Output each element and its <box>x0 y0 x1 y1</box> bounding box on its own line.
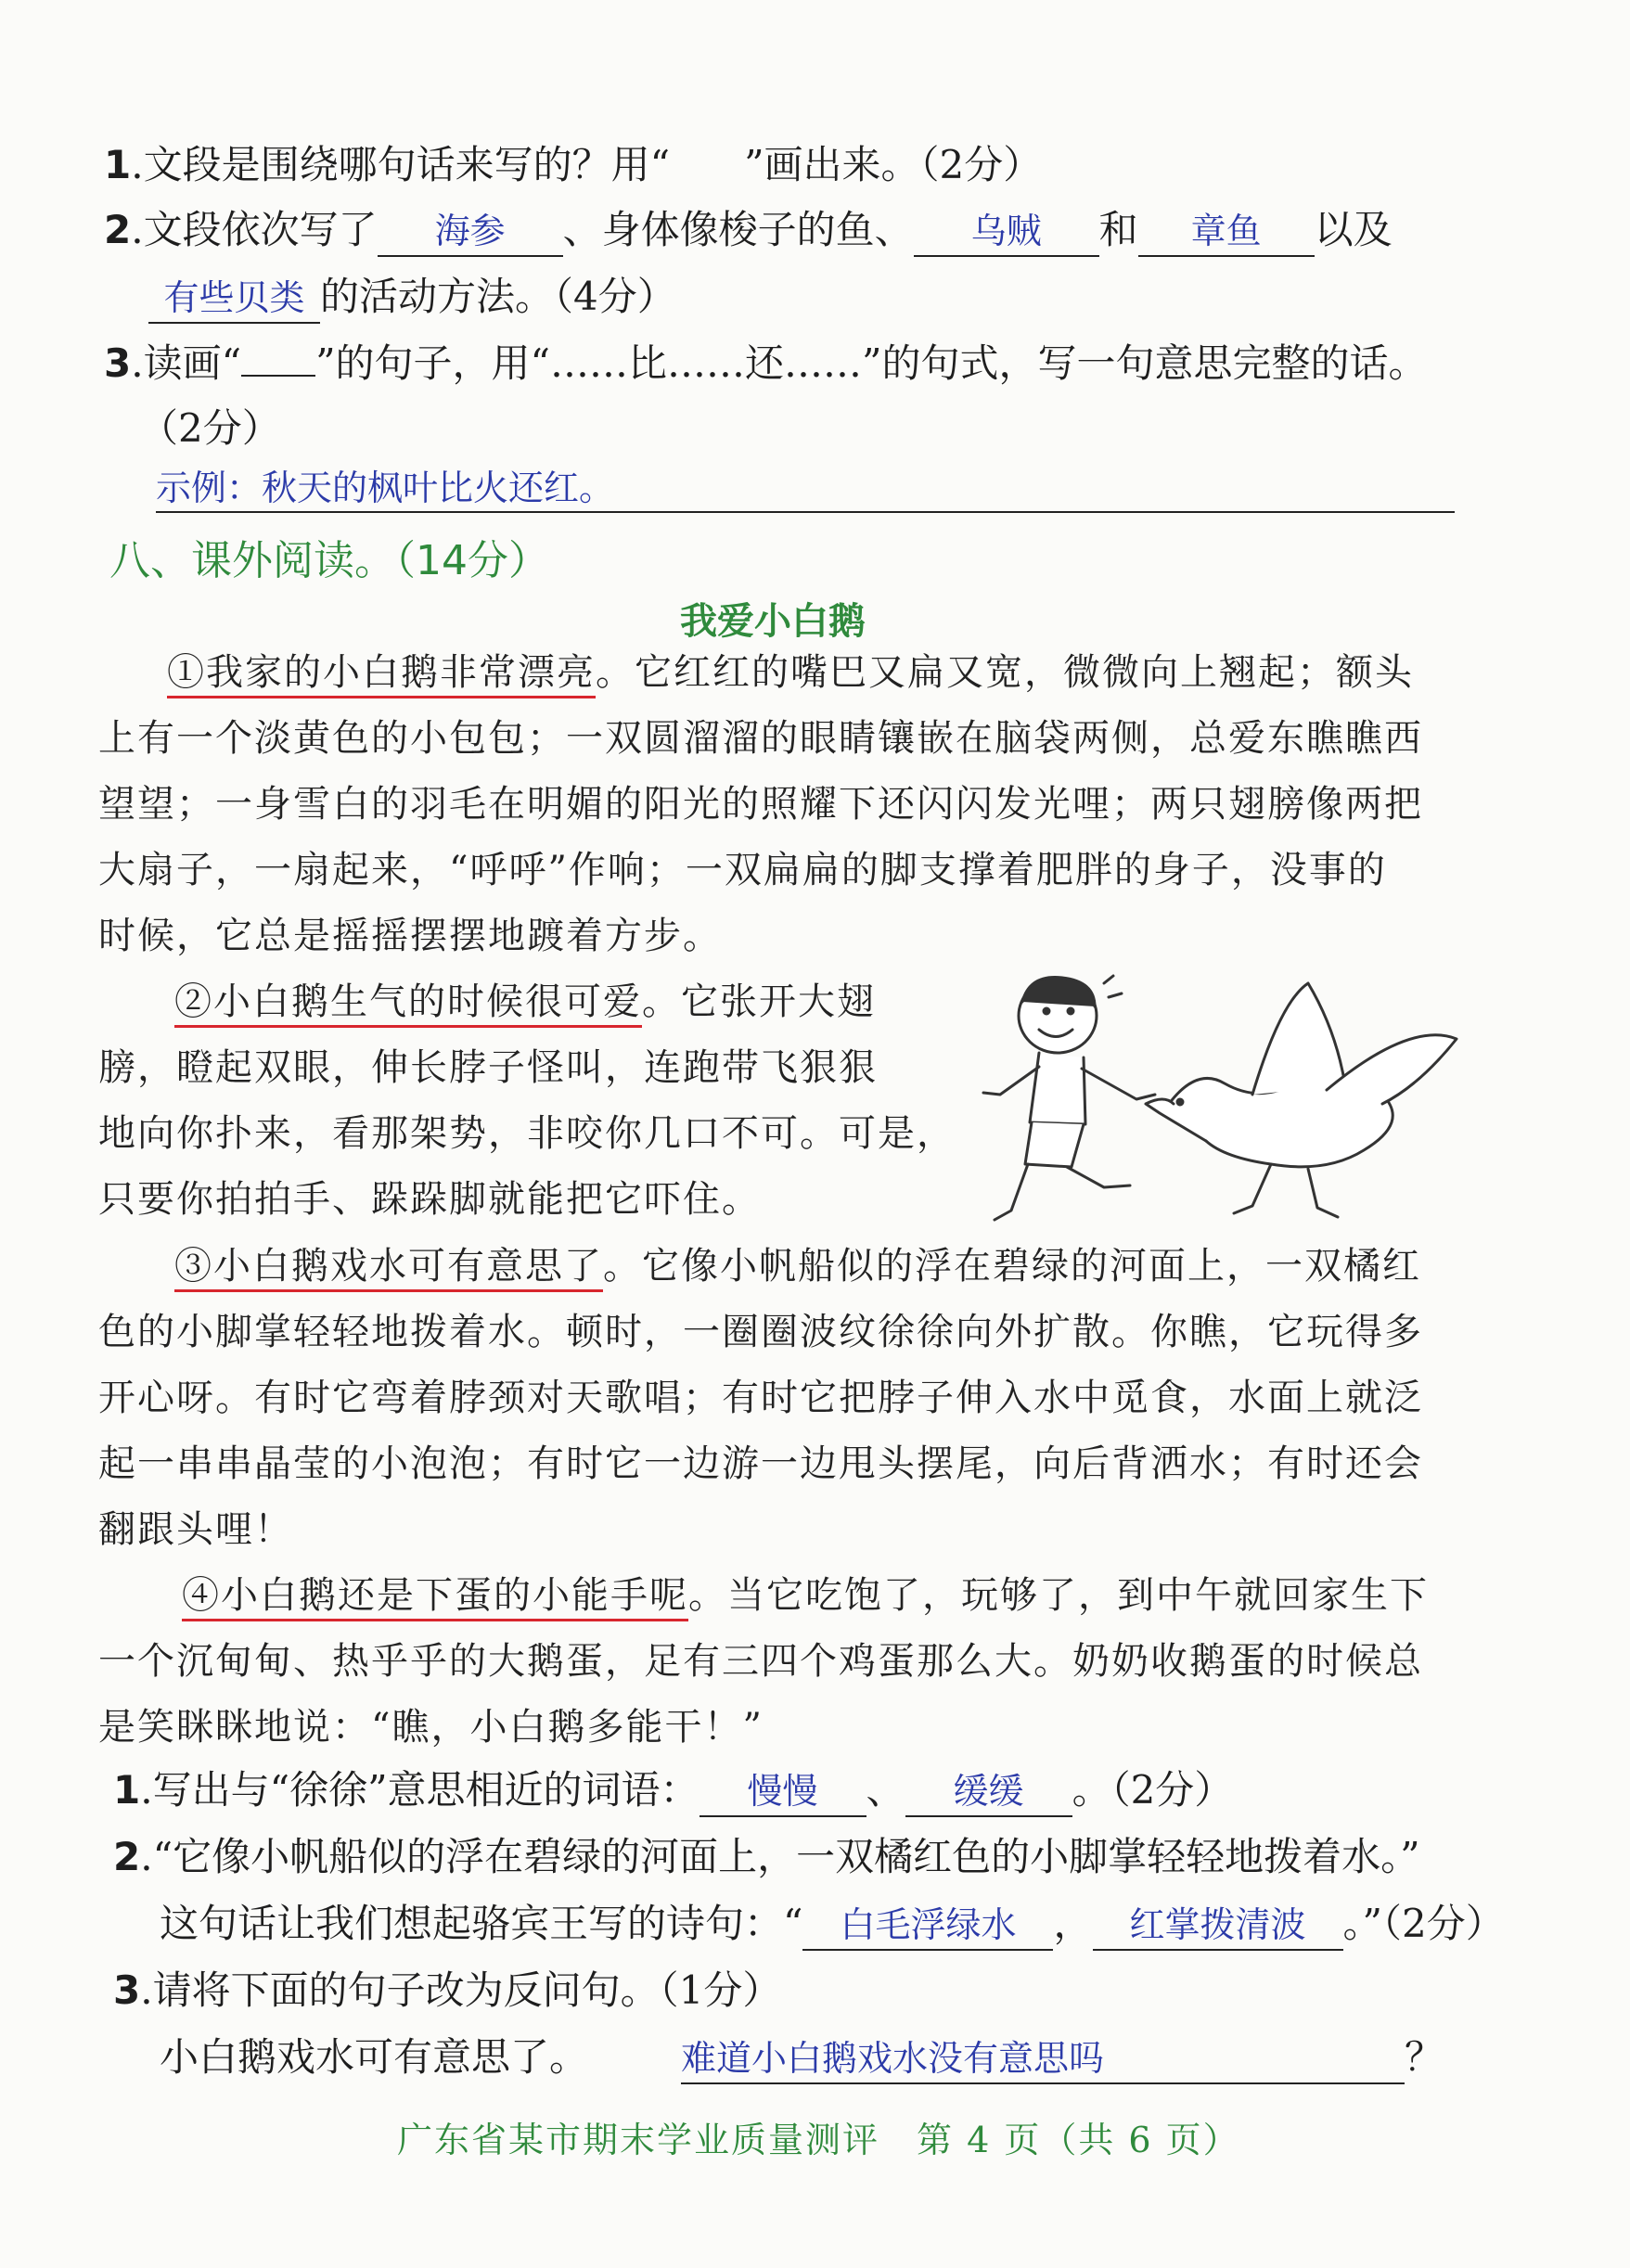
s8-q3-answer-line: 小白鹅戏水可有意思了。 难道小白鹅戏水没有意思吗 ？ <box>160 2030 1444 2085</box>
p1-line1: ①我家的小白鹅非常漂亮。它红红的嘴巴又扁又宽，微微向上翘起；额头 <box>167 640 1414 706</box>
passage-title: 我爱小白鹅 <box>680 600 866 643</box>
answer-zhangyu: 章鱼 <box>1190 211 1262 251</box>
key-sentence-1: ①我家的小白鹅非常漂亮 <box>167 651 596 698</box>
s8-q2-line2: 这句话让我们想起骆宾王写的诗句：“ 白毛浮绿水 ， 红掌拨清波 。”（2分） <box>160 1896 1505 1952</box>
answer-wuzei: 乌贼 <box>970 211 1042 251</box>
p2-line2: 膀，瞪起双眼，伸长脖子怪叫，连跑带飞狠狠 <box>98 1046 878 1089</box>
p1-line4: 大扇子，一扇起来，“呼呼”作响；一双扁扁的脚支撑着肥胖的身子，没事的 <box>98 849 1387 891</box>
answer-beilei: 有些贝类 <box>163 277 305 318</box>
p3-line1: ③小白鹅戏水可有意思了。它像小帆船似的浮在碧绿的河面上，一双橘红 <box>174 1234 1421 1300</box>
p3-line5: 翻跟头哩！ <box>98 1508 293 1551</box>
p3-line4: 起一串串晶莹的小泡泡；有时它一边游一边甩头摆尾，向后背洒水；有时还会 <box>98 1442 1423 1485</box>
key-sentence-2: ②小白鹅生气的时候很可爱 <box>174 980 642 1028</box>
s8-q3: 3.请将下面的句子改为反问句。（1分） <box>113 1967 782 2013</box>
q7-1: 1.文段是围绕哪句话来写的？用“ ”画出来。（2分） <box>104 142 1043 187</box>
p4-line2: 一个沉甸甸、热乎乎的大鹅蛋，足有三四个鸡蛋那么大。奶奶收鹅蛋的时候总 <box>98 1640 1423 1683</box>
p3-line3: 开心呀。有时它弯着脖颈对天歌唱；有时它把脖子伸入水中觅食，水面上就泛 <box>98 1377 1423 1419</box>
p2-line4: 只要你拍拍手、跺跺脚就能把它吓住。 <box>98 1178 761 1221</box>
q7-3-answer-line <box>156 459 1455 513</box>
answer-rhetorical: 难道小白鹅戏水没有意思吗 <box>681 2038 1105 2079</box>
p3-line2: 色的小脚掌轻轻地拨着水。顿时，一圈圈波纹徐徐向外扩散。你瞧，它玩得多 <box>98 1311 1423 1353</box>
page-footer: 广东省某市期末学业质量测评 第 4 页（共 6 页） <box>397 2120 1240 2160</box>
p2-line1: ②小白鹅生气的时候很可爱。它张开大翅 <box>174 969 876 1035</box>
p4-line1: ④小白鹅还是下蛋的小能手呢。当它吃饱了，玩够了，到中午就回家生下 <box>182 1563 1429 1629</box>
q7-3-score: （2分） <box>139 405 281 451</box>
p4-line3: 是笑眯眯地说：“瞧，小白鹅多能干！” <box>98 1706 764 1749</box>
answer-manman: 慢慢 <box>747 1771 818 1812</box>
answer-hongzhang: 红掌拨清波 <box>1129 1904 1306 1945</box>
section-heading: 八、课外阅读。（14分） <box>109 537 549 584</box>
q7-2-line1: 2.文段依次写了 海参 、身体像梭子的鱼、 乌贼 和 章鱼 以及 <box>104 202 1393 258</box>
boy-goose-illustration <box>974 965 1475 1234</box>
answer-example: 示例：秋天的枫叶比火还红。 <box>156 468 615 508</box>
answer-haishen: 海参 <box>434 211 506 251</box>
p1-line2: 上有一个淡黄色的小包包；一双圆溜溜的眼睛镶嵌在脑袋两侧，总爱东瞧瞧西 <box>98 717 1423 760</box>
q7-2-line2: 有些贝类 的活动方法。（4分） <box>148 269 676 325</box>
key-sentence-4: ④小白鹅还是下蛋的小能手呢 <box>182 1574 688 1621</box>
s8-q1: 1.写出与“徐徐”意思相近的词语： 慢慢 、 缓缓 。（2分） <box>113 1762 1233 1818</box>
p1-line5: 时候，它总是摇摇摆摆地踱着方步。 <box>98 915 722 957</box>
q7-3: 3.读画“ ”的句子，用“……比……还……”的句式，写一句意思完整的话。 <box>104 340 1428 386</box>
s8-q2-line1: 2.“它像小帆船似的浮在碧绿的河面上，一双橘红色的小脚掌轻轻地拨着水。” <box>113 1834 1420 1879</box>
answer-baimao: 白毛浮绿水 <box>840 1904 1017 1945</box>
p1-line3: 望望；一身雪白的羽毛在明媚的阳光的照耀下还闪闪发光哩；两只翅膀像两把 <box>98 783 1423 826</box>
key-sentence-3: ③小白鹅戏水可有意思了 <box>174 1245 603 1292</box>
answer-huanhuan: 缓缓 <box>953 1771 1024 1812</box>
p2-line3: 地向你扑来，看那架势，非咬你几口不可。可是， <box>98 1112 956 1155</box>
